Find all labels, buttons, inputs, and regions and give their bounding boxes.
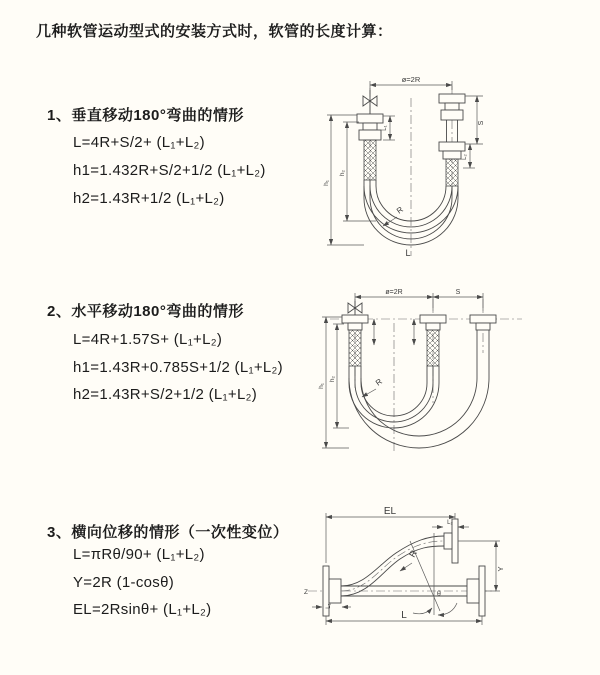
dim-label-l2: L₂ bbox=[462, 154, 468, 160]
dim-stroke-S bbox=[433, 289, 483, 297]
left-pipe-fitting bbox=[342, 315, 368, 330]
dim-label-l1: L₁ bbox=[326, 603, 332, 609]
braided-hose-section-middle bbox=[427, 330, 439, 366]
section-1-formula-L: L=4R+S/2+ (L₁+L₂) bbox=[73, 134, 205, 151]
section-3-formula-L: L=πRθ/90+ (L₁+L₂) bbox=[73, 546, 205, 563]
right-pipe-fitting bbox=[470, 315, 496, 330]
hose-s-curve bbox=[341, 536, 444, 596]
dim-label-stroke: S bbox=[478, 120, 485, 126]
dim-L1 bbox=[382, 116, 395, 140]
braided-hose-section-left bbox=[364, 140, 376, 180]
section-2-heading: 2、水平移动180°弯曲的情形 bbox=[47, 303, 244, 320]
dim-label-l: L bbox=[401, 610, 407, 621]
valve-icon bbox=[348, 301, 362, 315]
braided-hose-section-left bbox=[349, 330, 361, 366]
dim-label-h2: h₂ bbox=[329, 375, 336, 383]
dim-label-h2: h₂ bbox=[339, 169, 346, 177]
dim-width-2R bbox=[355, 289, 483, 311]
dim-label-l2: L₂ bbox=[447, 520, 453, 526]
section-1-formula-h2: h2=1.43R+1/2 (L₁+L₂) bbox=[73, 190, 225, 207]
dim-h2 bbox=[329, 324, 349, 428]
dim-L1 bbox=[312, 603, 351, 608]
hose-curves bbox=[349, 330, 489, 448]
radius-leader bbox=[362, 377, 384, 397]
section-2-formula-h1: h1=1.43R+0.785S+1/2 (L₁+L₂) bbox=[73, 359, 283, 376]
dim-label-h1: h₁ bbox=[323, 180, 330, 186]
radius-leader bbox=[383, 205, 405, 226]
diagram-lateral-displacement bbox=[300, 503, 515, 658]
dim-label-h1: h₁ bbox=[318, 383, 325, 389]
diagram-horizontal-180 bbox=[310, 283, 545, 468]
section-3-heading: 3、横向位移的情形（一次性变位） bbox=[47, 524, 289, 541]
dim-label-width: ø=2R bbox=[385, 289, 403, 296]
document-title: 几种软管运动型式的安装方式时，软管的长度计算： bbox=[36, 23, 393, 40]
dim-label-length: L bbox=[405, 248, 411, 258]
radius-label: R bbox=[407, 548, 419, 559]
section-3-formula-Y: Y=2R (1-cosθ) bbox=[73, 574, 175, 591]
centerlines bbox=[370, 86, 452, 256]
dim-label-stroke: S bbox=[455, 289, 461, 296]
dim-label-l1: L₁ bbox=[382, 125, 388, 131]
section-2-formula-h2: h2=1.43R+S/2+1/2 (L₁+L₂) bbox=[73, 386, 258, 403]
angle-label: θ bbox=[437, 591, 441, 598]
axis-label: Z bbox=[304, 589, 308, 596]
dim-label-width: ø=2R bbox=[401, 75, 421, 84]
dim-h1 bbox=[323, 115, 364, 245]
section-3-formula-EL: EL=2Rsinθ+ (L₁+L₂) bbox=[73, 601, 212, 618]
dim-width-2R bbox=[370, 75, 452, 94]
valve-icon bbox=[363, 90, 377, 114]
dim-L2 bbox=[432, 520, 469, 527]
braided-hose-section-right bbox=[446, 159, 458, 186]
radius-label: R bbox=[394, 204, 405, 216]
middle-pipe-fitting bbox=[420, 315, 446, 330]
dim-label-el: EL bbox=[383, 506, 397, 517]
left-pipe-fitting bbox=[357, 114, 383, 140]
radius-label: R bbox=[373, 376, 384, 388]
right-flange bbox=[467, 566, 485, 616]
section-1-formula-h1: h1=1.432R+S/2+1/2 (L₁+L₂) bbox=[73, 162, 266, 179]
section-2-formula-L: L=4R+1.57S+ (L₁+L₂) bbox=[73, 331, 223, 348]
section-1-heading: 1、垂直移动180°弯曲的情形 bbox=[47, 107, 244, 124]
right-pipe-fitting-upper bbox=[439, 94, 465, 142]
radius-leader bbox=[400, 548, 419, 571]
dim-EL bbox=[326, 506, 455, 563]
dim-L bbox=[326, 610, 482, 625]
dim-label-y: Y bbox=[496, 566, 505, 572]
dim-stroke-S bbox=[465, 96, 485, 144]
diagram-vertical-180 bbox=[313, 68, 528, 260]
